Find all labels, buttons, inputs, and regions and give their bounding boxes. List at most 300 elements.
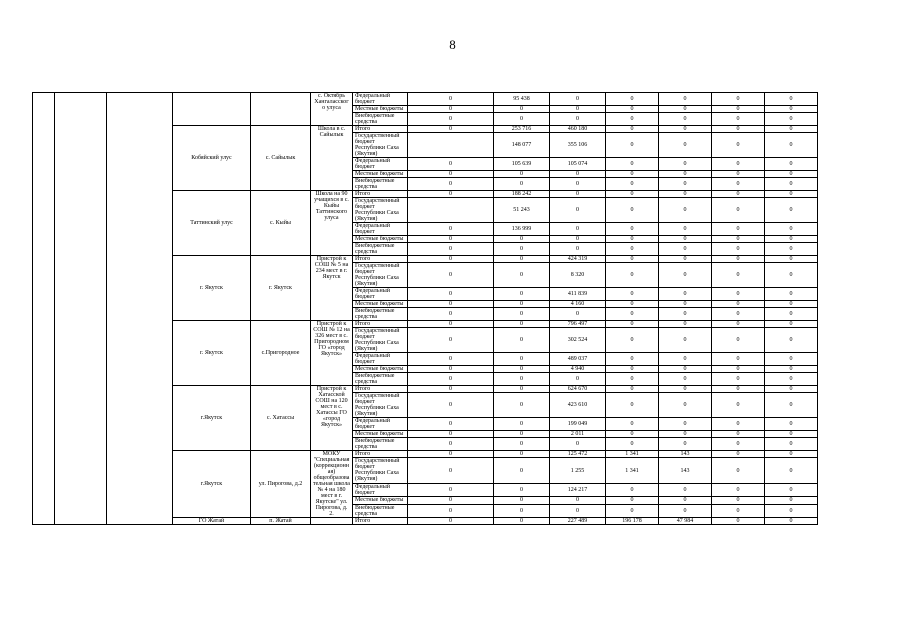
- funding-source-cell: Итого: [353, 386, 408, 393]
- value-cell: 0: [550, 308, 606, 321]
- value-cell: 0: [606, 178, 659, 191]
- funding-source-cell: Местные бюджеты: [353, 366, 408, 373]
- value-cell: 0: [659, 504, 712, 517]
- value-cell: 423 610: [550, 393, 606, 418]
- object-cell: Пристрой к СОШ № 5 на 234 мест в г. Якутск: [311, 256, 353, 321]
- value-cell: 0: [408, 93, 494, 106]
- funding-source-cell: Федеральный бюджет: [353, 418, 408, 431]
- value-cell: 0: [550, 191, 606, 198]
- value-cell: 0: [408, 431, 494, 438]
- value-cell: 0: [659, 321, 712, 328]
- value-cell: 0: [606, 373, 659, 386]
- value-cell: 0: [550, 243, 606, 256]
- value-cell: 0: [659, 497, 712, 504]
- value-cell: 0: [659, 191, 712, 198]
- value-cell: 0: [606, 431, 659, 438]
- value-cell: 0: [606, 393, 659, 418]
- value-cell: 4 160: [550, 301, 606, 308]
- value-cell: 1 255: [550, 458, 606, 484]
- value-cell: 0: [765, 353, 818, 366]
- value-cell: 0: [408, 113, 494, 126]
- value-cell: 0: [408, 497, 494, 504]
- value-cell: 0: [712, 158, 765, 171]
- value-cell: 0: [712, 308, 765, 321]
- value-cell: 0: [408, 171, 494, 178]
- value-cell: 0: [606, 256, 659, 263]
- value-cell: 0: [606, 158, 659, 171]
- value-cell: 0: [765, 451, 818, 458]
- value-cell: 0: [712, 328, 765, 353]
- value-cell: 0: [408, 458, 494, 484]
- value-cell: 0: [712, 458, 765, 484]
- value-cell: 0: [765, 113, 818, 126]
- table-row: [33, 93, 871, 106]
- funding-source-cell: Внебюджетные средства: [353, 113, 408, 126]
- value-cell: 47 984: [659, 518, 712, 525]
- value-cell: 0: [765, 191, 818, 198]
- value-cell: 0: [606, 263, 659, 288]
- value-cell: 0: [408, 256, 494, 263]
- value-cell: 0: [606, 366, 659, 373]
- empty-col-3: [107, 93, 173, 525]
- value-cell: 0: [550, 171, 606, 178]
- locality-cell: с. Сайылык: [251, 126, 311, 191]
- value-cell: 0: [606, 328, 659, 353]
- value-cell: 0: [408, 366, 494, 373]
- value-cell: 0: [494, 518, 550, 525]
- value-cell: 0: [712, 133, 765, 158]
- value-cell: 0: [765, 236, 818, 243]
- value-cell: 0: [494, 393, 550, 418]
- funding-source-cell: Федеральный бюджет: [353, 353, 408, 366]
- value-cell: 0: [659, 301, 712, 308]
- value-cell: 0: [765, 438, 818, 451]
- value-cell: 0: [494, 483, 550, 496]
- value-cell: 136 999: [494, 223, 550, 236]
- value-cell: 0: [765, 106, 818, 113]
- value-cell: 460 180: [550, 126, 606, 133]
- value-cell: 0: [765, 518, 818, 525]
- funding-source-cell: Внебюджетные средства: [353, 504, 408, 517]
- value-cell: 0: [408, 438, 494, 451]
- value-cell: 0: [712, 288, 765, 301]
- funding-source-cell: Внебюджетные средства: [353, 243, 408, 256]
- value-cell: 0: [494, 458, 550, 484]
- value-cell: 0: [765, 171, 818, 178]
- value-cell: 0: [606, 483, 659, 496]
- value-cell: 0: [765, 366, 818, 373]
- value-cell: 0: [765, 308, 818, 321]
- value-cell: 0: [659, 126, 712, 133]
- value-cell: 0: [712, 497, 765, 504]
- funding-source-cell: Внебюджетные средства: [353, 373, 408, 386]
- value-cell: 0: [550, 93, 606, 106]
- value-cell: 0: [765, 458, 818, 484]
- district-cell: Кобяйский улус: [173, 126, 251, 191]
- value-cell: 0: [765, 198, 818, 223]
- value-cell: 0: [606, 198, 659, 223]
- locality-cell: ул. Пирогова, д.2: [251, 451, 311, 518]
- value-cell: 0: [494, 243, 550, 256]
- value-cell: 0: [408, 373, 494, 386]
- district-cell: г. Якутск: [173, 321, 251, 386]
- value-cell: 199 049: [550, 418, 606, 431]
- value-cell: [408, 133, 494, 158]
- value-cell: 0: [659, 308, 712, 321]
- district-cell: г.Якутск: [173, 386, 251, 451]
- value-cell: 105 074: [550, 158, 606, 171]
- value-cell: 0: [408, 191, 494, 198]
- value-cell: 0: [712, 106, 765, 113]
- district-cell: г.Якутск: [173, 451, 251, 518]
- value-cell: 0: [712, 386, 765, 393]
- value-cell: 0: [765, 418, 818, 431]
- value-cell: 95 438: [494, 93, 550, 106]
- funding-source-cell: Местные бюджеты: [353, 236, 408, 243]
- value-cell: 0: [659, 236, 712, 243]
- funding-source-cell: Внебюджетные средства: [353, 178, 408, 191]
- funding-source-cell: Государственный бюджет Республики Саха (Якутия): [353, 393, 408, 418]
- empty-col-2: [55, 93, 107, 525]
- value-cell: 0: [494, 353, 550, 366]
- funding-source-cell: Государственный бюджет Республики Саха (Якутия): [353, 133, 408, 158]
- value-cell: 0: [659, 113, 712, 126]
- value-cell: 0: [408, 178, 494, 191]
- page-number: 8: [449, 37, 456, 52]
- value-cell: 0: [550, 236, 606, 243]
- value-cell: 0: [494, 321, 550, 328]
- district-cell: [173, 93, 251, 126]
- value-cell: 0: [659, 431, 712, 438]
- value-cell: 0: [494, 288, 550, 301]
- value-cell: 0: [606, 113, 659, 126]
- value-cell: 0: [408, 504, 494, 517]
- value-cell: 0: [606, 301, 659, 308]
- value-cell: 0: [765, 373, 818, 386]
- object-cell: Пристрой к Хатасской СОШ на 120 мест в с. Хатассы ГО «город Якутск»: [311, 386, 353, 451]
- value-cell: [408, 198, 494, 223]
- value-cell: 0: [550, 438, 606, 451]
- value-cell: 0: [494, 308, 550, 321]
- value-cell: 0: [408, 126, 494, 133]
- value-cell: 0: [765, 497, 818, 504]
- value-cell: 0: [659, 328, 712, 353]
- empty-col-1: [33, 93, 55, 525]
- funding-source-cell: Итого: [353, 256, 408, 263]
- value-cell: 0: [712, 518, 765, 525]
- value-cell: 0: [494, 438, 550, 451]
- value-cell: 0: [494, 263, 550, 288]
- value-cell: 0: [606, 438, 659, 451]
- funding-source-cell: Внебюджетные средства: [353, 308, 408, 321]
- value-cell: 0: [494, 418, 550, 431]
- value-cell: 0: [408, 418, 494, 431]
- value-cell: 0: [606, 321, 659, 328]
- funding-source-cell: Федеральный бюджет: [353, 223, 408, 236]
- value-cell: 0: [550, 113, 606, 126]
- value-cell: 0: [408, 483, 494, 496]
- funding-source-cell: Внебюджетные средства: [353, 438, 408, 451]
- value-cell: 0: [765, 321, 818, 328]
- value-cell: 0: [494, 256, 550, 263]
- value-cell: 0: [659, 158, 712, 171]
- value-cell: 0: [712, 321, 765, 328]
- value-cell: 0: [494, 178, 550, 191]
- funding-source-cell: Итого: [353, 518, 408, 525]
- value-cell: 188 242: [494, 191, 550, 198]
- value-cell: 0: [659, 393, 712, 418]
- object-cell: Школа на 90 учащихся в с. Кыйы Таттинского улуса: [311, 191, 353, 256]
- value-cell: 0: [765, 386, 818, 393]
- value-cell: 0: [712, 353, 765, 366]
- value-cell: 0: [765, 133, 818, 158]
- value-cell: 0: [606, 504, 659, 517]
- value-cell: 0: [550, 373, 606, 386]
- value-cell: 0: [659, 93, 712, 106]
- object-cell: Пристрой к СОШ № 12 на 326 мест в с. Пригородном ГО «город Якутск»: [311, 321, 353, 386]
- value-cell: 0: [659, 373, 712, 386]
- funding-source-cell: Федеральный бюджет: [353, 483, 408, 496]
- value-cell: 302 524: [550, 328, 606, 353]
- value-cell: 4 940: [550, 366, 606, 373]
- locality-cell: с. Кыйы: [251, 191, 311, 256]
- object-cell: [311, 518, 353, 525]
- value-cell: 0: [408, 353, 494, 366]
- value-cell: 0: [606, 93, 659, 106]
- value-cell: 489 037: [550, 353, 606, 366]
- value-cell: 0: [712, 198, 765, 223]
- value-cell: 0: [606, 353, 659, 366]
- value-cell: 0: [712, 256, 765, 263]
- value-cell: 0: [606, 223, 659, 236]
- value-cell: 0: [659, 418, 712, 431]
- value-cell: 0: [765, 223, 818, 236]
- value-cell: 0: [765, 158, 818, 171]
- value-cell: 0: [494, 451, 550, 458]
- value-cell: 0: [606, 418, 659, 431]
- value-cell: 1 341: [606, 458, 659, 484]
- funding-source-cell: Итого: [353, 126, 408, 133]
- value-cell: 0: [408, 243, 494, 256]
- value-cell: 0: [408, 263, 494, 288]
- funding-source-cell: Местные бюджеты: [353, 106, 408, 113]
- value-cell: 0: [408, 308, 494, 321]
- value-cell: 0: [765, 504, 818, 517]
- locality-cell: [251, 93, 311, 126]
- value-cell: 0: [765, 301, 818, 308]
- value-cell: 0: [765, 483, 818, 496]
- object-cell: с. Октябрь Хангаласского улуса: [311, 93, 353, 126]
- value-cell: 0: [659, 483, 712, 496]
- value-cell: 0: [408, 328, 494, 353]
- value-cell: 0: [659, 171, 712, 178]
- value-cell: 0: [659, 133, 712, 158]
- funding-source-cell: Итого: [353, 451, 408, 458]
- value-cell: 0: [408, 288, 494, 301]
- value-cell: 0: [659, 353, 712, 366]
- value-cell: 0: [494, 113, 550, 126]
- value-cell: 0: [606, 133, 659, 158]
- value-cell: 0: [408, 393, 494, 418]
- value-cell: 411 839: [550, 288, 606, 301]
- value-cell: 0: [550, 223, 606, 236]
- value-cell: 196 178: [606, 518, 659, 525]
- funding-source-cell: Итого: [353, 191, 408, 198]
- value-cell: 0: [712, 393, 765, 418]
- budget-table: [32, 92, 871, 525]
- value-cell: 0: [550, 198, 606, 223]
- value-cell: 0: [712, 451, 765, 458]
- funding-source-cell: Государственный бюджет Республики Саха (Якутия): [353, 458, 408, 484]
- funding-source-cell: Государственный бюджет Республики Саха (Якутия): [353, 198, 408, 223]
- value-cell: 0: [550, 106, 606, 113]
- value-cell: 0: [659, 386, 712, 393]
- value-cell: 0: [494, 236, 550, 243]
- value-cell: 0: [408, 158, 494, 171]
- value-cell: 0: [606, 236, 659, 243]
- value-cell: 0: [765, 288, 818, 301]
- value-cell: 0: [765, 256, 818, 263]
- value-cell: 0: [494, 373, 550, 386]
- value-cell: 0: [550, 497, 606, 504]
- value-cell: 0: [494, 301, 550, 308]
- value-cell: 124 217: [550, 483, 606, 496]
- value-cell: 143: [659, 451, 712, 458]
- object-cell: Школа в с. Сайылык: [311, 126, 353, 191]
- value-cell: 1 341: [606, 451, 659, 458]
- funding-source-cell: Государственный бюджет Республики Саха (Якутия): [353, 263, 408, 288]
- value-cell: 0: [765, 431, 818, 438]
- value-cell: 355 106: [550, 133, 606, 158]
- value-cell: 0: [712, 191, 765, 198]
- value-cell: 0: [606, 243, 659, 256]
- value-cell: 0: [659, 366, 712, 373]
- object-cell: МОКУ "Специальная (коррекционная) общеобразовательная школа № 4 на 180 мест в г. Якутске" ул. Пирогова, д. 2.: [311, 451, 353, 518]
- value-cell: 0: [712, 113, 765, 126]
- value-cell: 0: [659, 256, 712, 263]
- value-cell: 0: [712, 126, 765, 133]
- value-cell: 0: [606, 308, 659, 321]
- funding-source-cell: Местные бюджеты: [353, 497, 408, 504]
- value-cell: 125 472: [550, 451, 606, 458]
- value-cell: 0: [659, 288, 712, 301]
- locality-cell: п. Жатай: [251, 518, 311, 525]
- funding-source-cell: Федеральный бюджет: [353, 93, 408, 106]
- value-cell: 0: [765, 263, 818, 288]
- funding-source-cell: Местные бюджеты: [353, 431, 408, 438]
- locality-cell: с.Пригородное: [251, 321, 311, 386]
- value-cell: 0: [659, 178, 712, 191]
- district-cell: Таттинский улус: [173, 191, 251, 256]
- value-cell: 253 716: [494, 126, 550, 133]
- funding-source-cell: Итого: [353, 321, 408, 328]
- value-cell: 0: [659, 106, 712, 113]
- value-cell: 0: [712, 178, 765, 191]
- value-cell: 105 639: [494, 158, 550, 171]
- value-cell: 0: [765, 126, 818, 133]
- funding-source-cell: Федеральный бюджет: [353, 158, 408, 171]
- value-cell: 0: [712, 171, 765, 178]
- district-cell: г. Якутск: [173, 256, 251, 321]
- value-cell: 0: [550, 178, 606, 191]
- value-cell: 0: [550, 504, 606, 517]
- value-cell: 0: [494, 431, 550, 438]
- value-cell: 0: [712, 93, 765, 106]
- funding-source-cell: Местные бюджеты: [353, 301, 408, 308]
- value-cell: 0: [606, 106, 659, 113]
- district-cell: ГО Жатай: [173, 518, 251, 525]
- value-cell: 0: [494, 497, 550, 504]
- value-cell: 0: [408, 451, 494, 458]
- value-cell: 0: [765, 328, 818, 353]
- value-cell: 0: [408, 106, 494, 113]
- value-cell: 0: [712, 438, 765, 451]
- value-cell: 0: [659, 263, 712, 288]
- value-cell: 0: [606, 171, 659, 178]
- value-cell: 424 319: [550, 256, 606, 263]
- value-cell: 0: [659, 243, 712, 256]
- value-cell: 0: [765, 93, 818, 106]
- value-cell: 0: [408, 518, 494, 525]
- value-cell: 0: [606, 497, 659, 504]
- value-cell: 0: [659, 438, 712, 451]
- value-cell: 0: [765, 393, 818, 418]
- value-cell: 0: [408, 236, 494, 243]
- value-cell: 2 011: [550, 431, 606, 438]
- value-cell: 0: [408, 223, 494, 236]
- value-cell: 0: [606, 386, 659, 393]
- value-cell: 0: [765, 243, 818, 256]
- value-cell: 8 320: [550, 263, 606, 288]
- funding-source-cell: Федеральный бюджет: [353, 288, 408, 301]
- value-cell: 0: [494, 171, 550, 178]
- value-cell: 0: [606, 288, 659, 301]
- value-cell: 0: [712, 236, 765, 243]
- value-cell: 0: [712, 504, 765, 517]
- funding-source-cell: Государственный бюджет Республики Саха (Якутия): [353, 328, 408, 353]
- value-cell: 0: [712, 243, 765, 256]
- value-cell: 51 243: [494, 198, 550, 223]
- value-cell: 0: [606, 126, 659, 133]
- value-cell: 0: [659, 223, 712, 236]
- value-cell: 0: [712, 431, 765, 438]
- value-cell: 0: [712, 366, 765, 373]
- value-cell: 624 670: [550, 386, 606, 393]
- value-cell: 0: [712, 263, 765, 288]
- value-cell: 0: [712, 418, 765, 431]
- locality-cell: с. Хатассы: [251, 386, 311, 451]
- value-cell: 0: [712, 373, 765, 386]
- value-cell: 0: [494, 386, 550, 393]
- value-cell: 0: [494, 504, 550, 517]
- value-cell: 0: [765, 178, 818, 191]
- value-cell: 0: [712, 483, 765, 496]
- funding-source-cell: Местные бюджеты: [353, 171, 408, 178]
- value-cell: 143: [659, 458, 712, 484]
- locality-cell: г. Якутск: [251, 256, 311, 321]
- value-cell: 0: [494, 106, 550, 113]
- value-cell: 0: [408, 386, 494, 393]
- value-cell: 0: [408, 321, 494, 328]
- value-cell: 0: [712, 301, 765, 308]
- value-cell: 796 497: [550, 321, 606, 328]
- value-cell: 0: [659, 198, 712, 223]
- value-cell: 227 489: [550, 518, 606, 525]
- value-cell: 148 077: [494, 133, 550, 158]
- value-cell: 0: [712, 223, 765, 236]
- value-cell: 0: [408, 301, 494, 308]
- value-cell: 0: [494, 328, 550, 353]
